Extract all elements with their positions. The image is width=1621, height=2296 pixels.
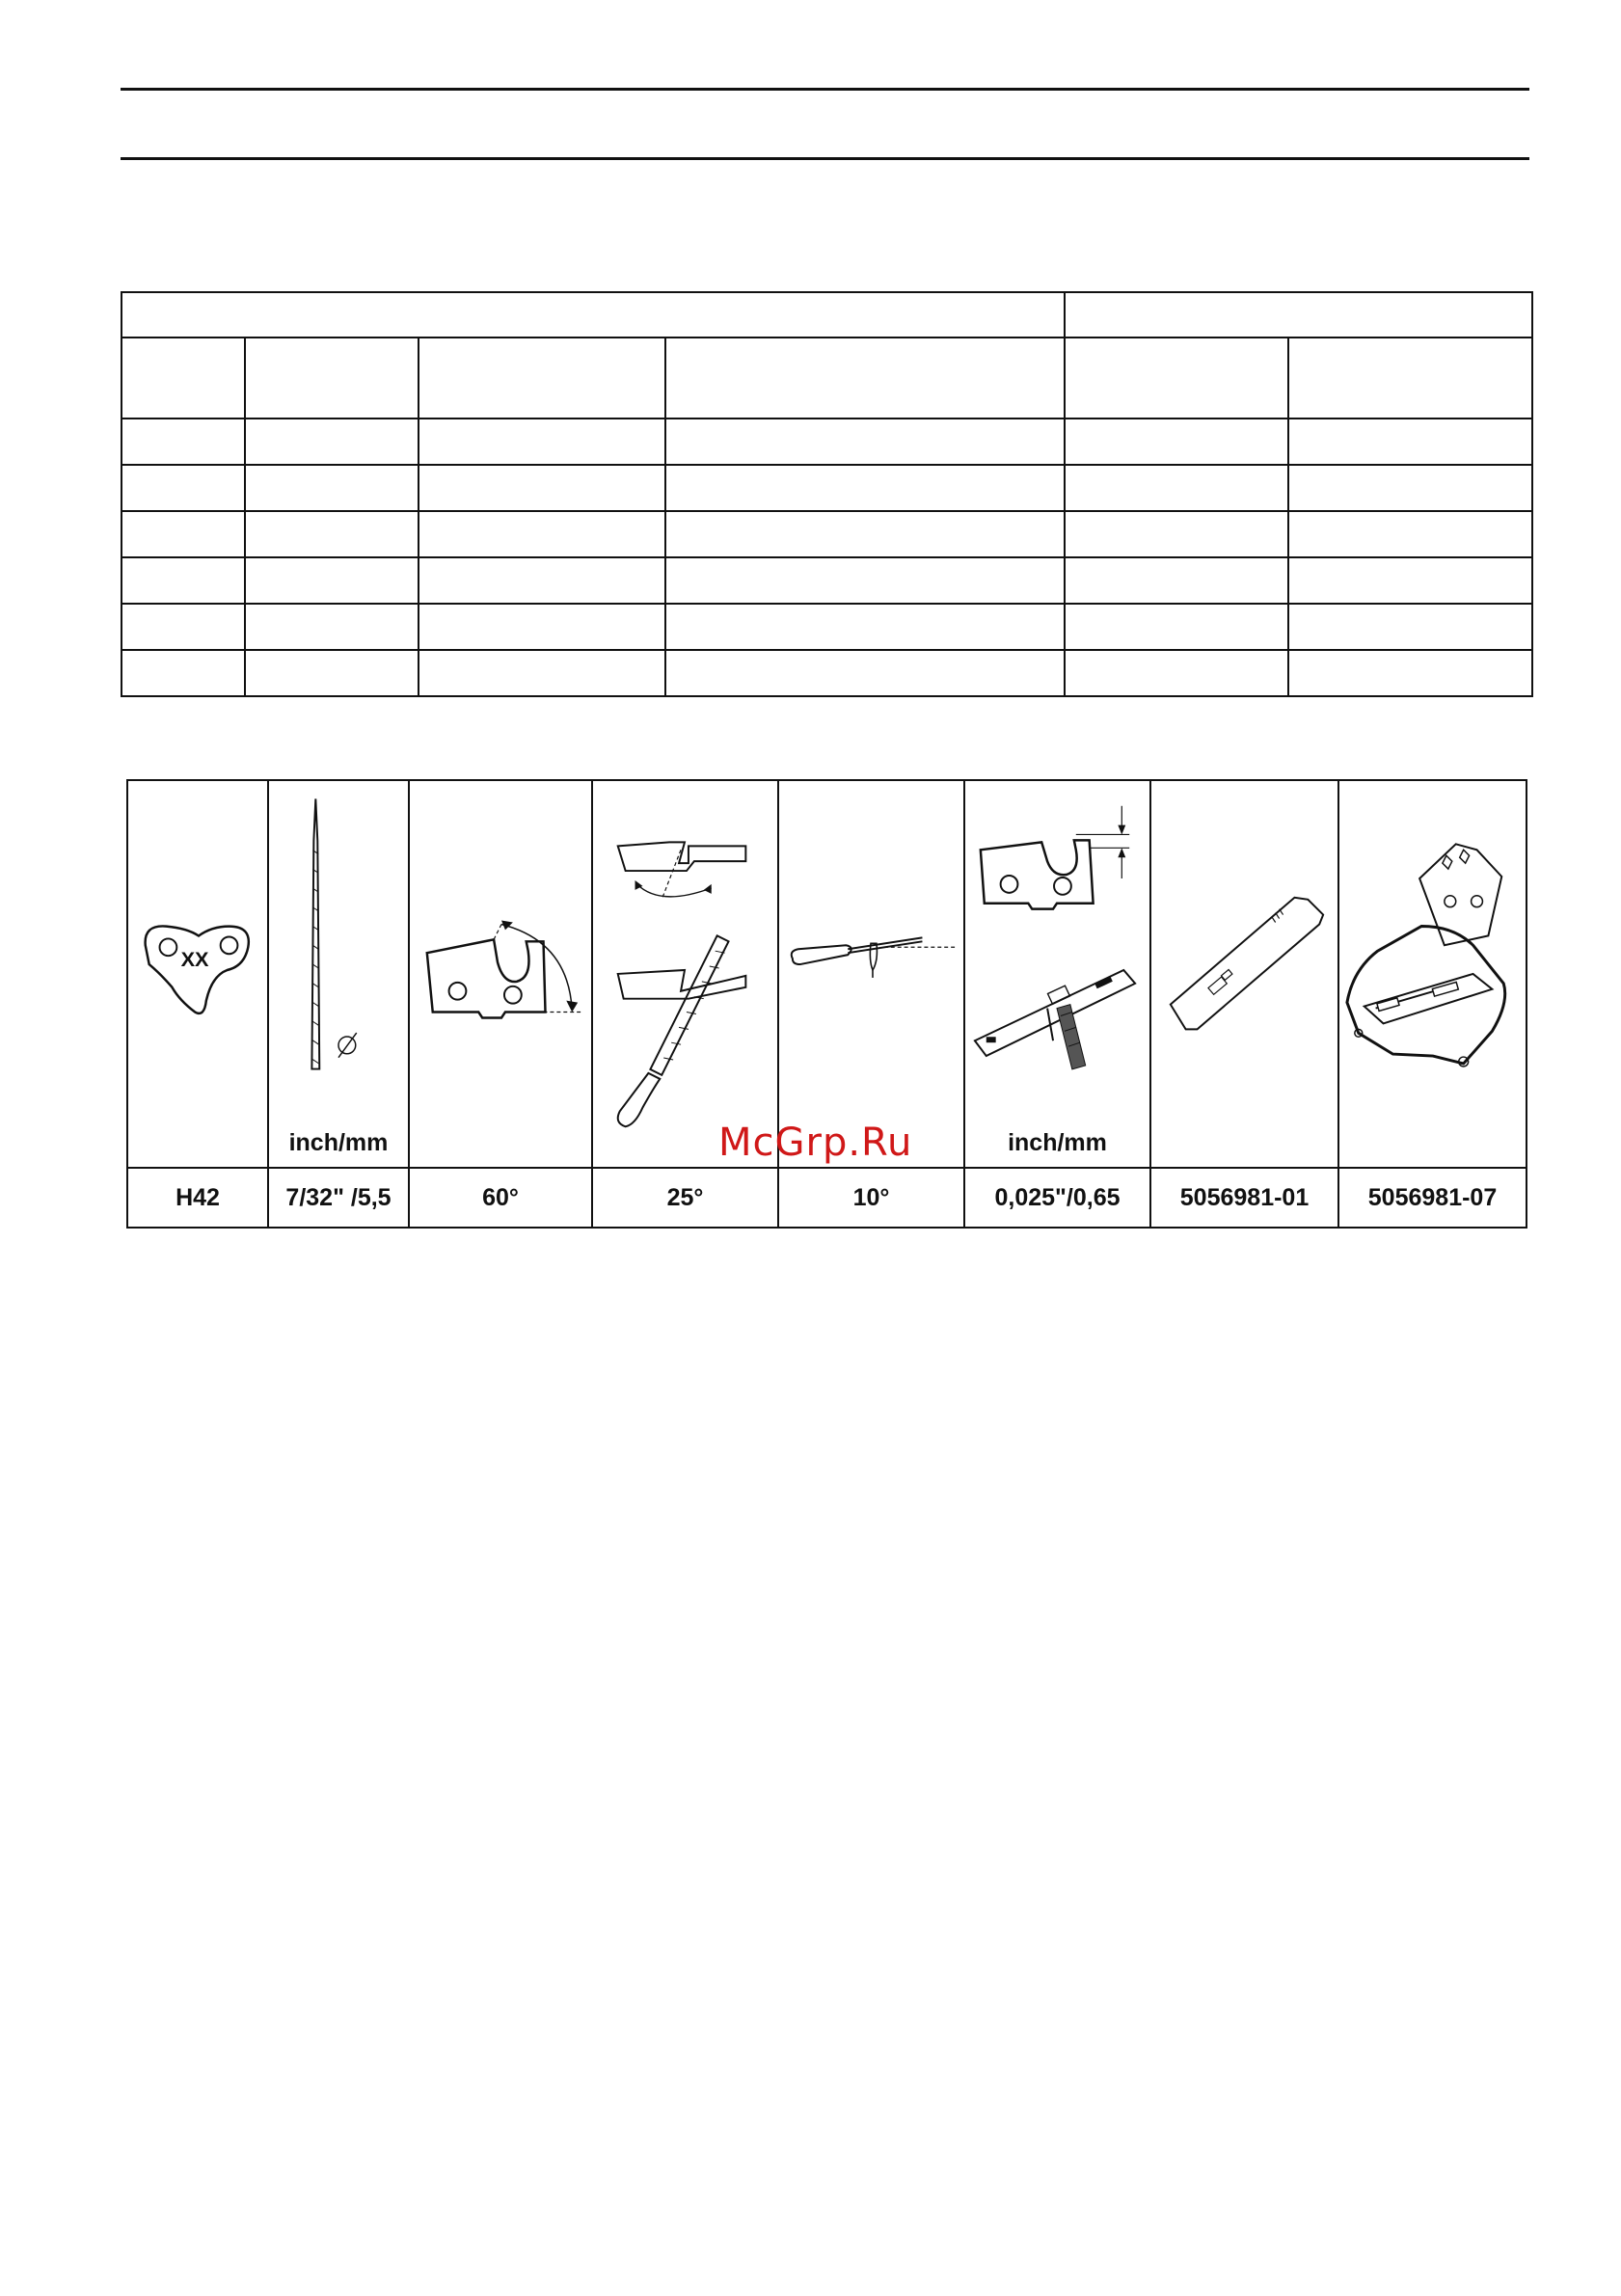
file-tilt-angle-cell bbox=[778, 780, 964, 1168]
file-guide-value: 5056981-07 bbox=[1338, 1168, 1526, 1228]
spec-header-cell bbox=[122, 338, 245, 419]
top-plate-angle-cell bbox=[409, 780, 592, 1168]
spec-header-row-1 bbox=[122, 292, 1532, 338]
table-row bbox=[122, 604, 1532, 650]
file-guide-icon bbox=[1339, 781, 1526, 1157]
spec-header-cell bbox=[665, 338, 1065, 419]
spec-header-row-2 bbox=[122, 338, 1532, 419]
table-row bbox=[122, 511, 1532, 557]
file-diameter-unit: inch/mm bbox=[288, 1129, 389, 1156]
table-row bbox=[122, 650, 1532, 696]
specification-table bbox=[121, 291, 1533, 697]
spec-header-cell bbox=[1065, 338, 1288, 419]
file-diameter-cell bbox=[268, 780, 409, 1168]
file-diameter-value: 7/32" /5,5 bbox=[268, 1168, 409, 1228]
side-plate-angle-cell bbox=[592, 780, 778, 1168]
spec-header-group-right bbox=[1065, 292, 1532, 338]
table-row bbox=[122, 465, 1532, 511]
table-row bbox=[122, 419, 1532, 465]
table-row bbox=[122, 557, 1532, 604]
spec-header-cell bbox=[419, 338, 665, 419]
values-row bbox=[127, 1168, 1526, 1228]
file-tilt-angle-icon bbox=[779, 781, 963, 1157]
depth-gauge-tool-icon bbox=[1151, 781, 1337, 1157]
depth-gauge-setting-cell bbox=[964, 780, 1150, 1168]
top-plate-angle-value: 60° bbox=[409, 1168, 592, 1228]
side-plate-angle-icon bbox=[593, 781, 777, 1157]
depth-gauge-icon bbox=[965, 781, 1149, 1157]
cutter-marking-icon bbox=[128, 781, 267, 1157]
watermark: McGrp.Ru bbox=[718, 1121, 913, 1165]
top-plate-angle-icon bbox=[410, 781, 591, 1157]
chain-type-value: H42 bbox=[127, 1168, 268, 1228]
header-rule-bottom bbox=[121, 157, 1529, 160]
file-tilt-angle-value: 10° bbox=[778, 1168, 964, 1228]
illustration-row bbox=[127, 780, 1526, 1168]
file-guide-cell bbox=[1338, 780, 1526, 1168]
round-file-icon bbox=[269, 781, 408, 1157]
cutter-marking-label: XX bbox=[180, 947, 209, 972]
side-plate-angle-value: 25° bbox=[592, 1168, 778, 1228]
spec-header-group-left bbox=[122, 292, 1065, 338]
spec-header-cell bbox=[1288, 338, 1532, 419]
depth-gauge-unit: inch/mm bbox=[1008, 1129, 1107, 1156]
spec-header-cell bbox=[245, 338, 419, 419]
header-rule-top bbox=[121, 88, 1529, 91]
cutter-marking-cell bbox=[127, 780, 268, 1168]
depth-gauge-tool-cell bbox=[1150, 780, 1338, 1168]
depth-gauge-setting-value: 0,025"/0,65 bbox=[964, 1168, 1150, 1228]
depth-gauge-tool-value: 5056981-01 bbox=[1150, 1168, 1338, 1228]
